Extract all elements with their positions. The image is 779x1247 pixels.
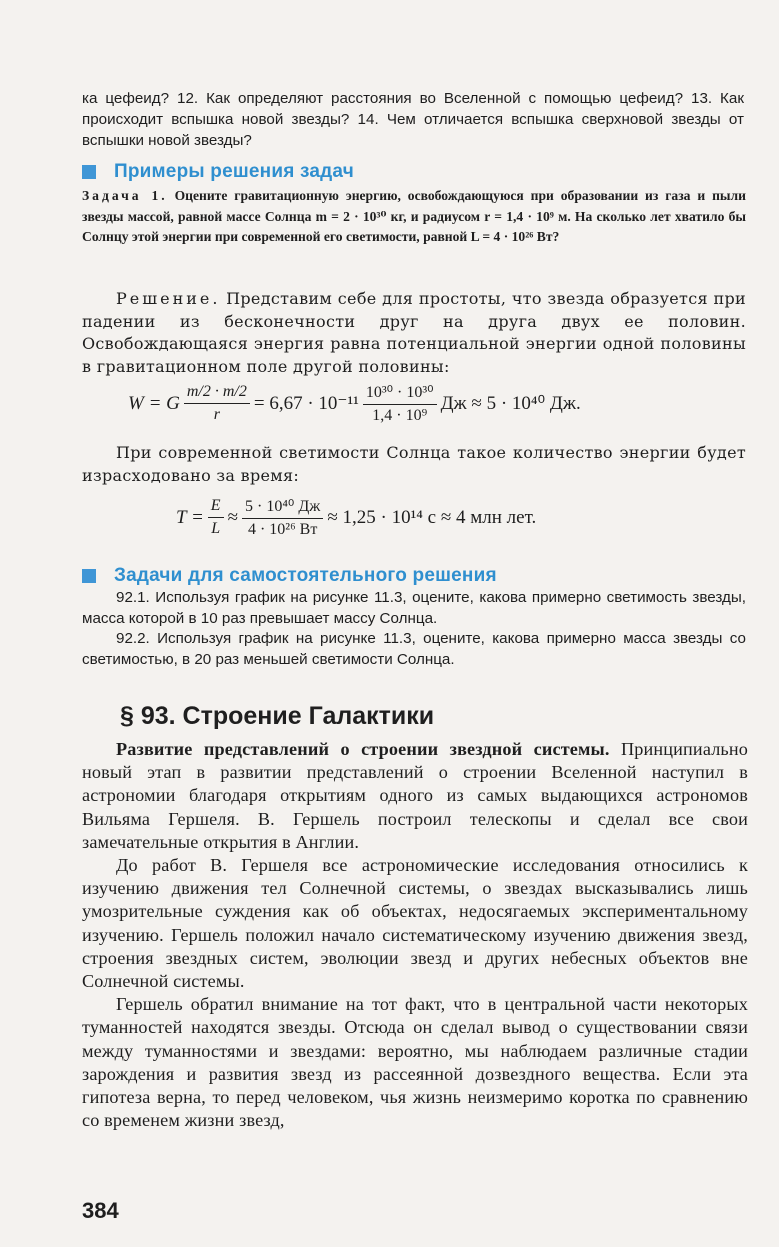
frac-l: L <box>211 520 221 537</box>
page-number: 384 <box>82 1198 119 1223</box>
frac2-numerator: 10³⁰ · 10³⁰ <box>363 382 437 405</box>
solution <box>82 288 746 378</box>
body-paragraph-1-heading: Развитие представлений о строении звездной системы. <box>116 739 610 759</box>
section-marker-icon <box>82 569 96 583</box>
formula-energy-rhs: Дж ≈ 5 · 10⁴⁰ Дж. <box>440 393 581 414</box>
formula-time-approx: ≈ <box>227 506 239 528</box>
formula-time-rhs: ≈ 1,25 · 10¹⁴ с ≈ 4 млн лет. <box>327 506 537 528</box>
task-92-2: 92.2. Используя график на рисунке 11.3, оцените, какова примерно масса звезды со светимостью, в 20 раз меньшей светимости Солнца. <box>82 630 746 668</box>
frac-energy-value: 5 · 10⁴⁰ Дж <box>242 496 323 519</box>
task-1-text: Оцените гравитационную энергию, освобождающуюся при образовании из газа и пыли звезды массой, равной массе Солнца m = 2 · 10³⁰ кг, и радиусом r = 1,4 · 10⁹ м. На сколько лет хватило бы Солнцу этой энергии при современной его светимости, равной L = 4 · 10²⁶ Вт? <box>82 188 746 244</box>
examples-heading <box>82 161 354 183</box>
section-marker-icon <box>82 165 96 179</box>
formula-energy-frac1 <box>184 383 250 424</box>
frac-e: E <box>208 497 224 518</box>
independent-tasks <box>82 588 746 670</box>
previous-questions: ка цефеид? 12. Как определяют расстояния во Вселенной с помощью цефеид? 13. Как происходит вспышка новой звезды? 14. Чем отличается вспышка сверхновой звезды от вспышки новой звезды? <box>82 90 744 149</box>
formula-time <box>176 496 536 539</box>
solution-text-1: Представим себе для простоты, что звезда образуется при падении из бесконечности друг на друга двух ее половин. Освобождающаяся энергия равна потенциальной энергии одной половины в гравитационном поле другой половины: <box>82 289 746 376</box>
formula-energy <box>128 382 581 425</box>
examples-heading-text: Примеры решения задач <box>114 161 354 182</box>
formula-energy-mid: = 6,67 · 10⁻¹¹ <box>253 393 359 414</box>
solution-label: Решение. <box>116 289 221 308</box>
frac2-denominator: 1,4 · 10⁹ <box>372 407 428 424</box>
task-92-1: 92.1. Используя график на рисунке 11.3, оцените, какова примерно светимость звезды, масса которой в 10 раз превышает массу Солнца. <box>82 589 746 627</box>
formula-energy-frac2 <box>363 382 437 425</box>
independent-heading <box>82 565 497 587</box>
solution-part-2 <box>82 442 746 487</box>
formula-time-lhs: T = <box>176 506 204 528</box>
frac-luminosity-value: 4 · 10²⁶ Вт <box>247 521 318 538</box>
section-body <box>82 738 748 1132</box>
body-paragraph-2: До работ В. Гершеля все астрономические исследования относились к изучению движения тел Солнечной системы, о звездах высказывались лишь умозрительные суждения как об объектах, недосягаемых экспериментальному изучению. Гершель положил начало систематическому изучению движения звезд, строения звездных систем, эволюции звезд и других небесных объектов вне Солнечной системы. <box>82 855 748 992</box>
formula-time-frac1 <box>208 497 224 538</box>
body-paragraph-3: Гершель обратил внимание на тот факт, что в центральной части некоторых туманностей находятся звезды. Отсюда он сделал вывод о существовании связи между туманностями и звездами: вероятно, мы наблюдаем различные стадии зарождения и развития звезд из рассеянной дозвездного вещества. Если эта гипотеза верна, то перед человеком, чья жизнь неизмеримо коротка по сравнению со временем жизни звезд, <box>82 994 748 1131</box>
task-1 <box>82 186 746 248</box>
task-1-label: Задача 1. <box>82 188 168 203</box>
section-title: § 93. Строение Галактики <box>120 702 435 730</box>
solution-text-2: При современной светимости Солнца такое количество энергии будет израсходовано за время: <box>82 443 746 485</box>
frac1-numerator: m/2 · m/2 <box>184 383 250 404</box>
body-paragraph-1 <box>82 738 748 854</box>
formula-time-frac2 <box>242 496 323 539</box>
formula-energy-lhs: W = G <box>128 392 180 414</box>
body-paragraph-1-text: Принципиально новый этап в развитии представлений о строении Вселенной наступил в астрономии благодаря открытиям одного из самых выдающихся астрономов Вильяма Гершеля. В. Гершель построил телескопы и сделал все свои замечательные открытия в Англии. <box>82 739 748 852</box>
frac1-denominator: r <box>213 406 220 423</box>
independent-heading-text: Задачи для самостоятельного решения <box>114 565 497 586</box>
